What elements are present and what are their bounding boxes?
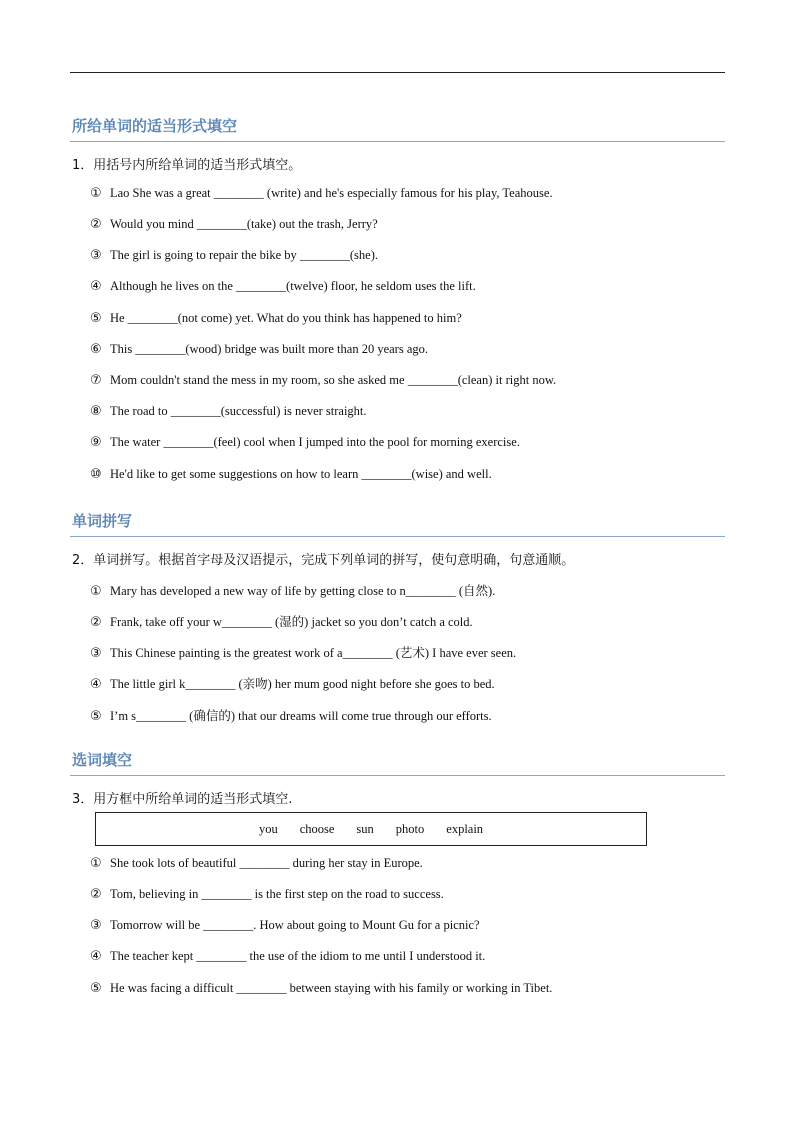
list-item xyxy=(90,248,378,263)
question-2-title: 2．单词拼写。根据首字母及汉语提示，完成下列单词的拼写，使句意明确，句意通顺。 xyxy=(72,553,575,568)
section-title-spelling: 单词拼写 xyxy=(72,512,133,530)
item-number: ⑤ xyxy=(90,311,102,326)
header-rule xyxy=(70,72,725,73)
list-item xyxy=(90,581,495,599)
word-bank-word: explain xyxy=(446,821,484,836)
list-item xyxy=(90,706,492,724)
item-number: ⑤ xyxy=(90,709,102,724)
list-item xyxy=(90,404,367,419)
list-item xyxy=(90,279,476,294)
item-number: ⑤ xyxy=(90,981,102,996)
list-item xyxy=(90,674,495,692)
item-number: ④ xyxy=(90,279,102,294)
item-text: He'd like to get some suggestions on how to learn ________(wise) and well. xyxy=(110,467,492,481)
item-text: Frank, take off your w________ (湿的) jacket so you don’t catch a cold. xyxy=(110,615,473,629)
item-text: Mary has developed a new way of life by getting close to n________ (自然). xyxy=(110,584,496,598)
list-item xyxy=(90,311,462,326)
item-text: Mom couldn't stand the mess in my room, so she asked me ________(clean) it right now. xyxy=(110,373,557,387)
item-text: He ________(not come) yet. What do you think has happened to him? xyxy=(110,311,462,325)
list-item xyxy=(90,949,485,964)
item-number: ③ xyxy=(90,918,102,933)
word-bank-word: choose xyxy=(299,821,335,836)
item-text: The road to ________(successful) is never straight. xyxy=(110,404,367,418)
question-3-title: 3．用方框中所给单词的适当形式填空. xyxy=(72,792,293,807)
list-item xyxy=(90,643,516,661)
item-number: ② xyxy=(90,217,102,232)
list-item xyxy=(90,467,492,482)
item-text: The girl is going to repair the bike by ________(she). xyxy=(110,248,378,262)
item-text: She took lots of beautiful ________ during her stay in Europe. xyxy=(110,856,423,870)
item-number: ⑨ xyxy=(90,435,102,450)
word-bank-box xyxy=(95,812,647,846)
item-number: ① xyxy=(90,186,102,201)
item-number: ② xyxy=(90,615,102,630)
section-rule xyxy=(70,536,725,537)
item-number: ① xyxy=(90,584,102,599)
list-item xyxy=(90,981,552,996)
section-rule xyxy=(70,775,725,776)
item-text: Although he lives on the ________(twelve) floor, he seldom uses the lift. xyxy=(110,279,476,293)
section-title-word-choice: 选词填空 xyxy=(72,751,133,769)
item-number: ④ xyxy=(90,949,102,964)
item-number: ① xyxy=(90,856,102,871)
word-bank-word: sun xyxy=(356,821,374,836)
item-text: Tom, believing in ________ is the first step on the road to success. xyxy=(110,887,444,901)
item-text: He was facing a difficult ________ between staying with his family or working in Tibet. xyxy=(110,981,553,995)
list-item xyxy=(90,435,520,450)
item-text: The water ________(feel) cool when I jumped into the pool for morning exercise. xyxy=(110,435,520,449)
item-text: Lao She was a great ________ (write) and he's especially famous for his play, Teahouse. xyxy=(110,186,553,200)
list-item xyxy=(90,342,428,357)
list-item xyxy=(90,856,423,871)
item-text: The little girl k________ (亲吻) her mum good night before she goes to bed. xyxy=(110,677,495,691)
item-text: I’m s________ (确信的) that our dreams will come true through our efforts. xyxy=(110,709,492,723)
item-text: This ________(wood) bridge was built more than 20 years ago. xyxy=(110,342,428,356)
question-1-title: 1．用括号内所给单词的适当形式填空。 xyxy=(72,158,302,173)
item-number: ⑥ xyxy=(90,342,102,357)
item-number: ⑦ xyxy=(90,373,102,388)
item-number: ② xyxy=(90,887,102,902)
item-number: ③ xyxy=(90,646,102,661)
word-bank-word: photo xyxy=(395,821,425,836)
list-item xyxy=(90,373,556,388)
list-item xyxy=(90,887,444,902)
list-item xyxy=(90,217,378,232)
list-item xyxy=(90,612,473,630)
item-text: Tomorrow will be ________. How about going to Mount Gu for a picnic? xyxy=(110,918,480,932)
item-number: ⑩ xyxy=(90,467,102,482)
item-number: ④ xyxy=(90,677,102,692)
section-rule xyxy=(70,141,725,142)
item-text: This Chinese painting is the greatest work of a________ (艺术) I have ever seen. xyxy=(110,646,517,660)
item-number: ③ xyxy=(90,248,102,263)
section-title-fill-form: 所给单词的适当形式填空 xyxy=(72,117,238,135)
list-item xyxy=(90,918,480,933)
word-bank-word: you xyxy=(258,821,278,836)
item-text: The teacher kept ________ the use of the idiom to me until I understood it. xyxy=(110,949,486,963)
list-item xyxy=(90,186,553,201)
item-text: Would you mind ________(take) out the trash, Jerry? xyxy=(110,217,378,231)
item-number: ⑧ xyxy=(90,404,102,419)
